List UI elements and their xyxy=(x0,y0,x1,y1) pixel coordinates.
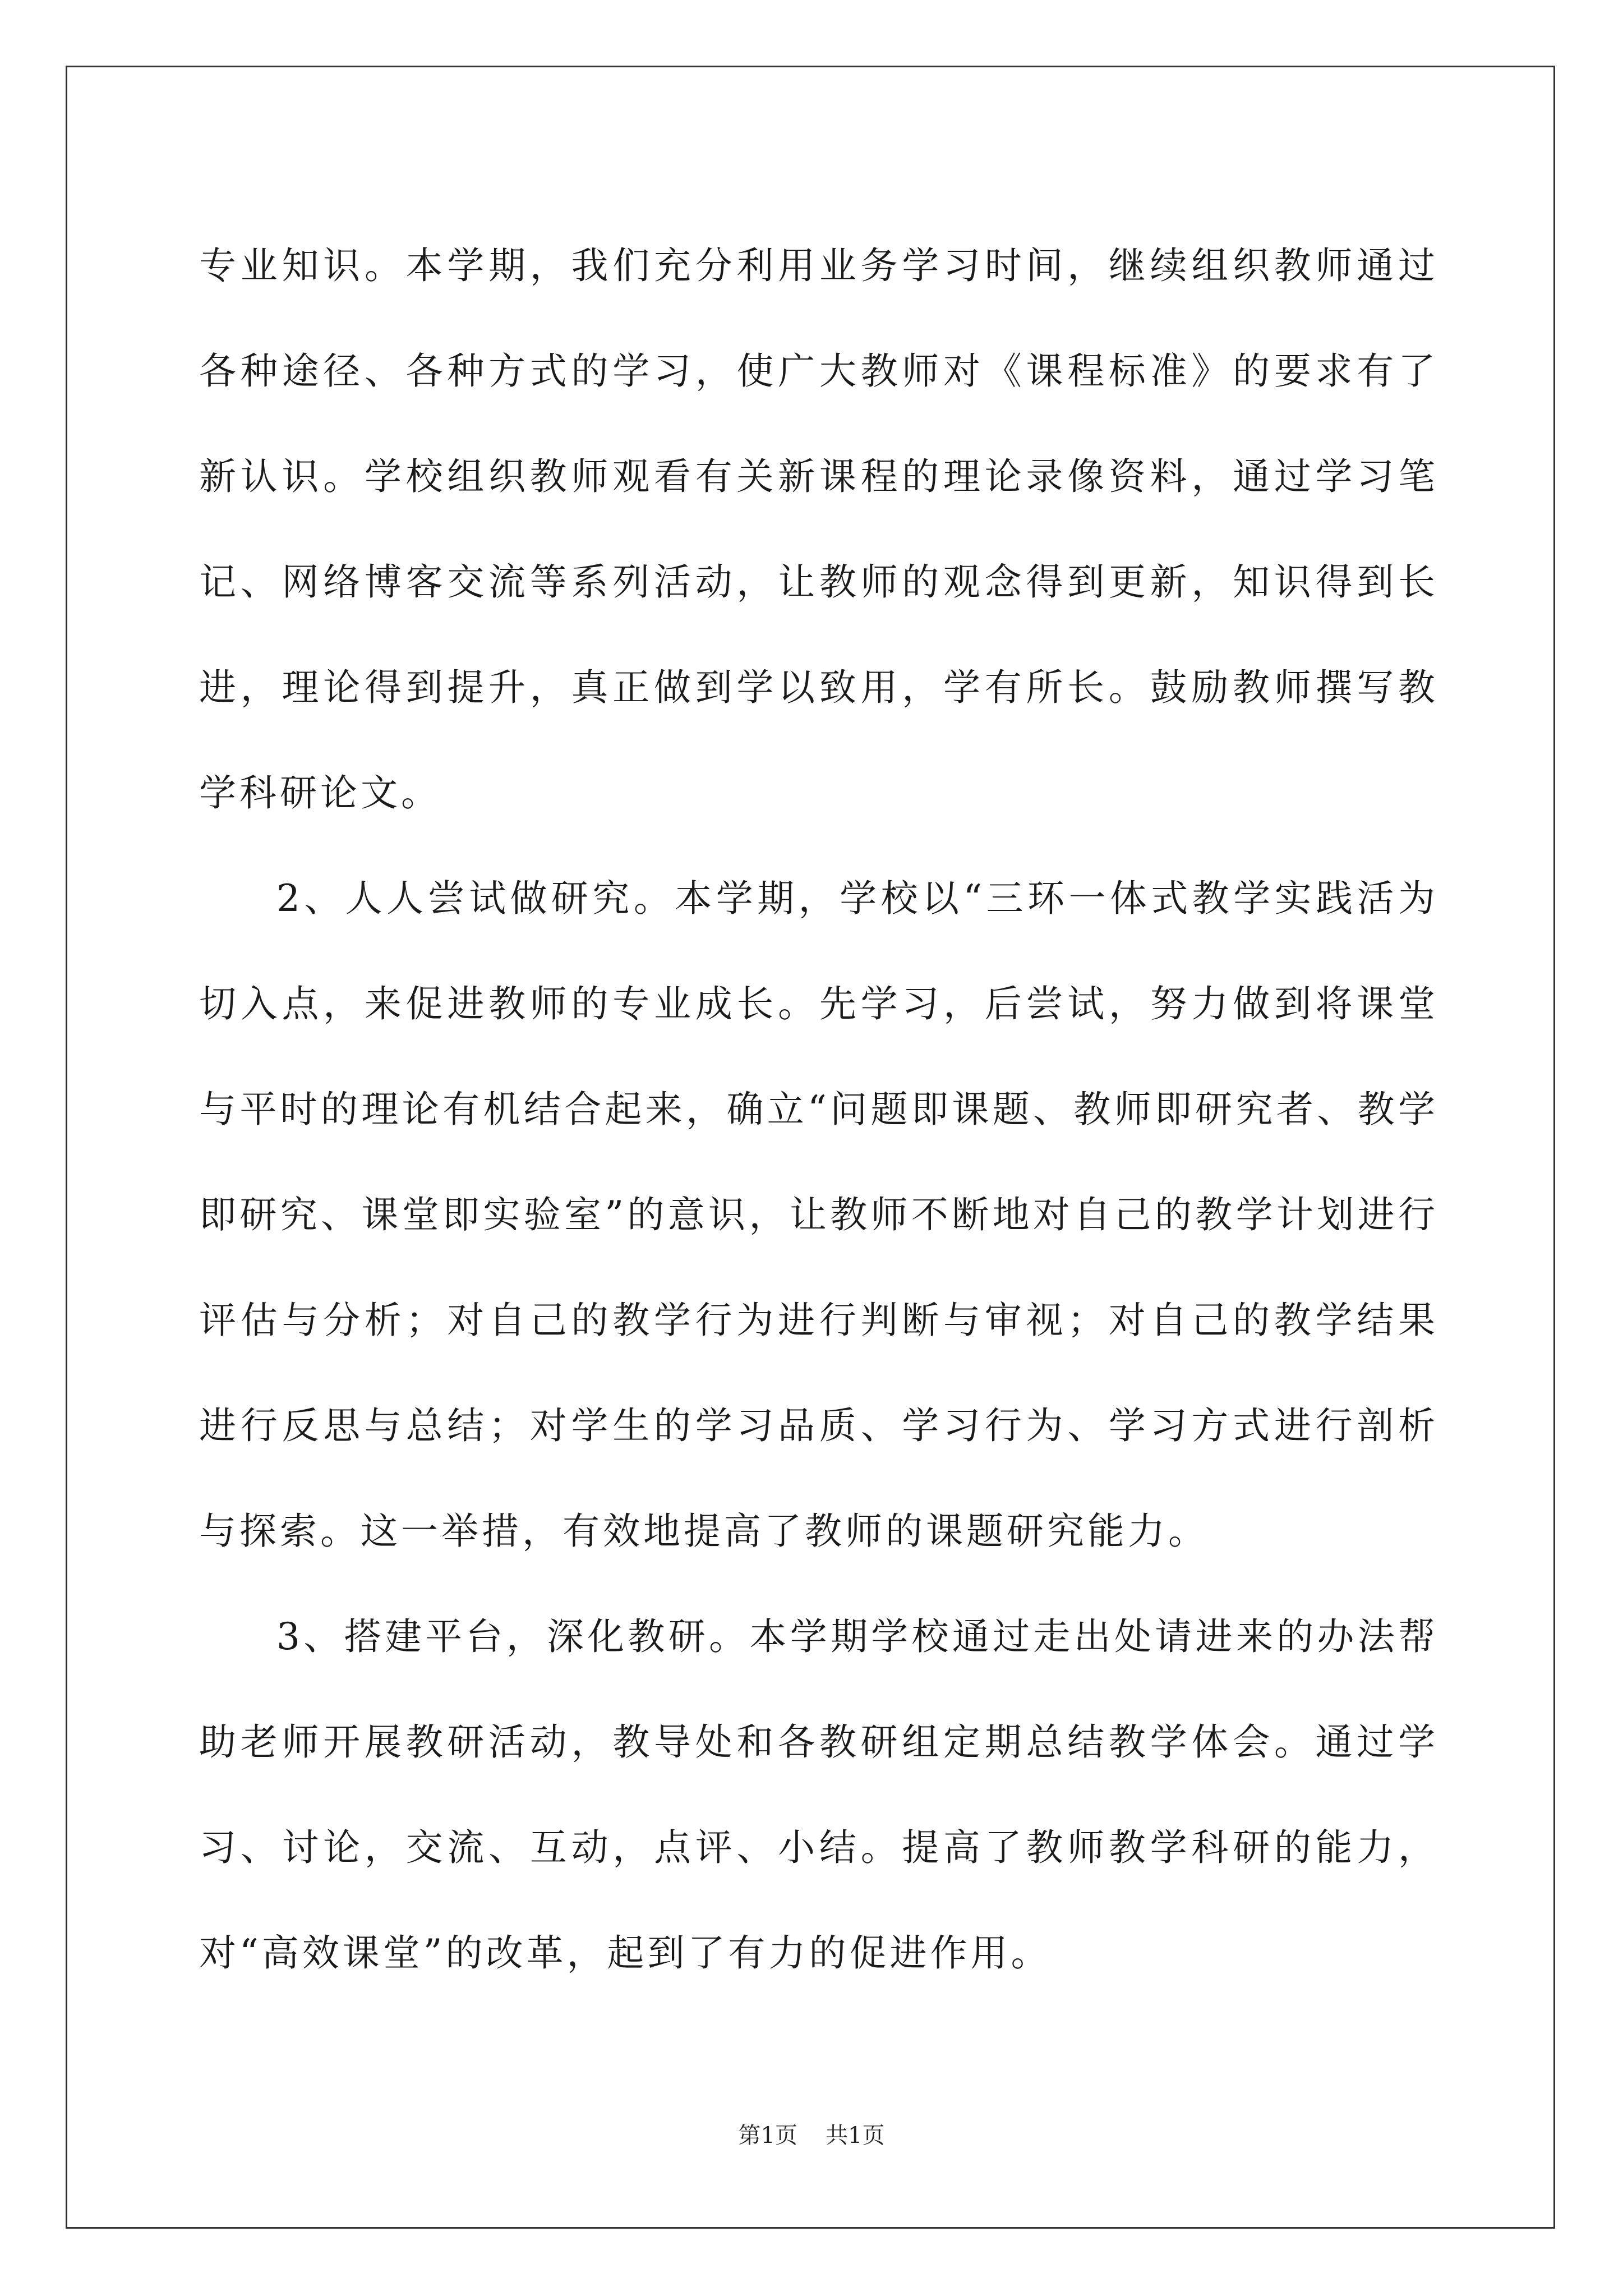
paragraph-2: 2、人人尝试做研究。本学期，学校以“三环一体式教学实践活为切入点，来促进教师的专业成长。先学习，后尝试，努力做到将课堂与平时的理论有机结合起来，确立“问题即课题、教师即研究者、教学即研究、课堂即实验室”的意识，让教师不断地对自己的教学计划进行评估与分析；对自己的教学行为进行判断与审视；对自己的教学结果进行反思与总结；对学生的学习品质、学习行为、学习方式进行剖析与探索。这一举措，有效地提高了教师的课题研究能力。 xyxy=(199,877,1438,1553)
page-footer xyxy=(0,2118,1623,2150)
paragraph-3: 3、搭建平台，深化教研。本学期学校通过走出处请进来的办法帮助老师开展教研活动，教导处和各教研组定期总结教学体会。通过学习、讨论，交流、互动，点评、小结。提高了教师教学科研的能力，对“高效课堂”的改革，起到了有力的促进作用。 xyxy=(199,1615,1438,1975)
paragraph-1: 专业知识。本学期，我们充分利用业务学习时间，继续组织教师通过各种途径、各种方式的学习，使广大教师对《课程标准》的要求有了新认识。学校组织教师观看有关新课程的理论录像资料，通过学习笔记、网络博客交流等系列活动，让教师的观念得到更新，知识得到长进，理论得到提升，真正做到学以致用，学有所长。鼓励教师撰写教学科研论文。 xyxy=(199,244,1438,815)
page-number-total: 共1页 xyxy=(826,2123,885,2148)
document-body xyxy=(199,213,1438,2006)
page-number-current: 第1页 xyxy=(738,2123,797,2148)
